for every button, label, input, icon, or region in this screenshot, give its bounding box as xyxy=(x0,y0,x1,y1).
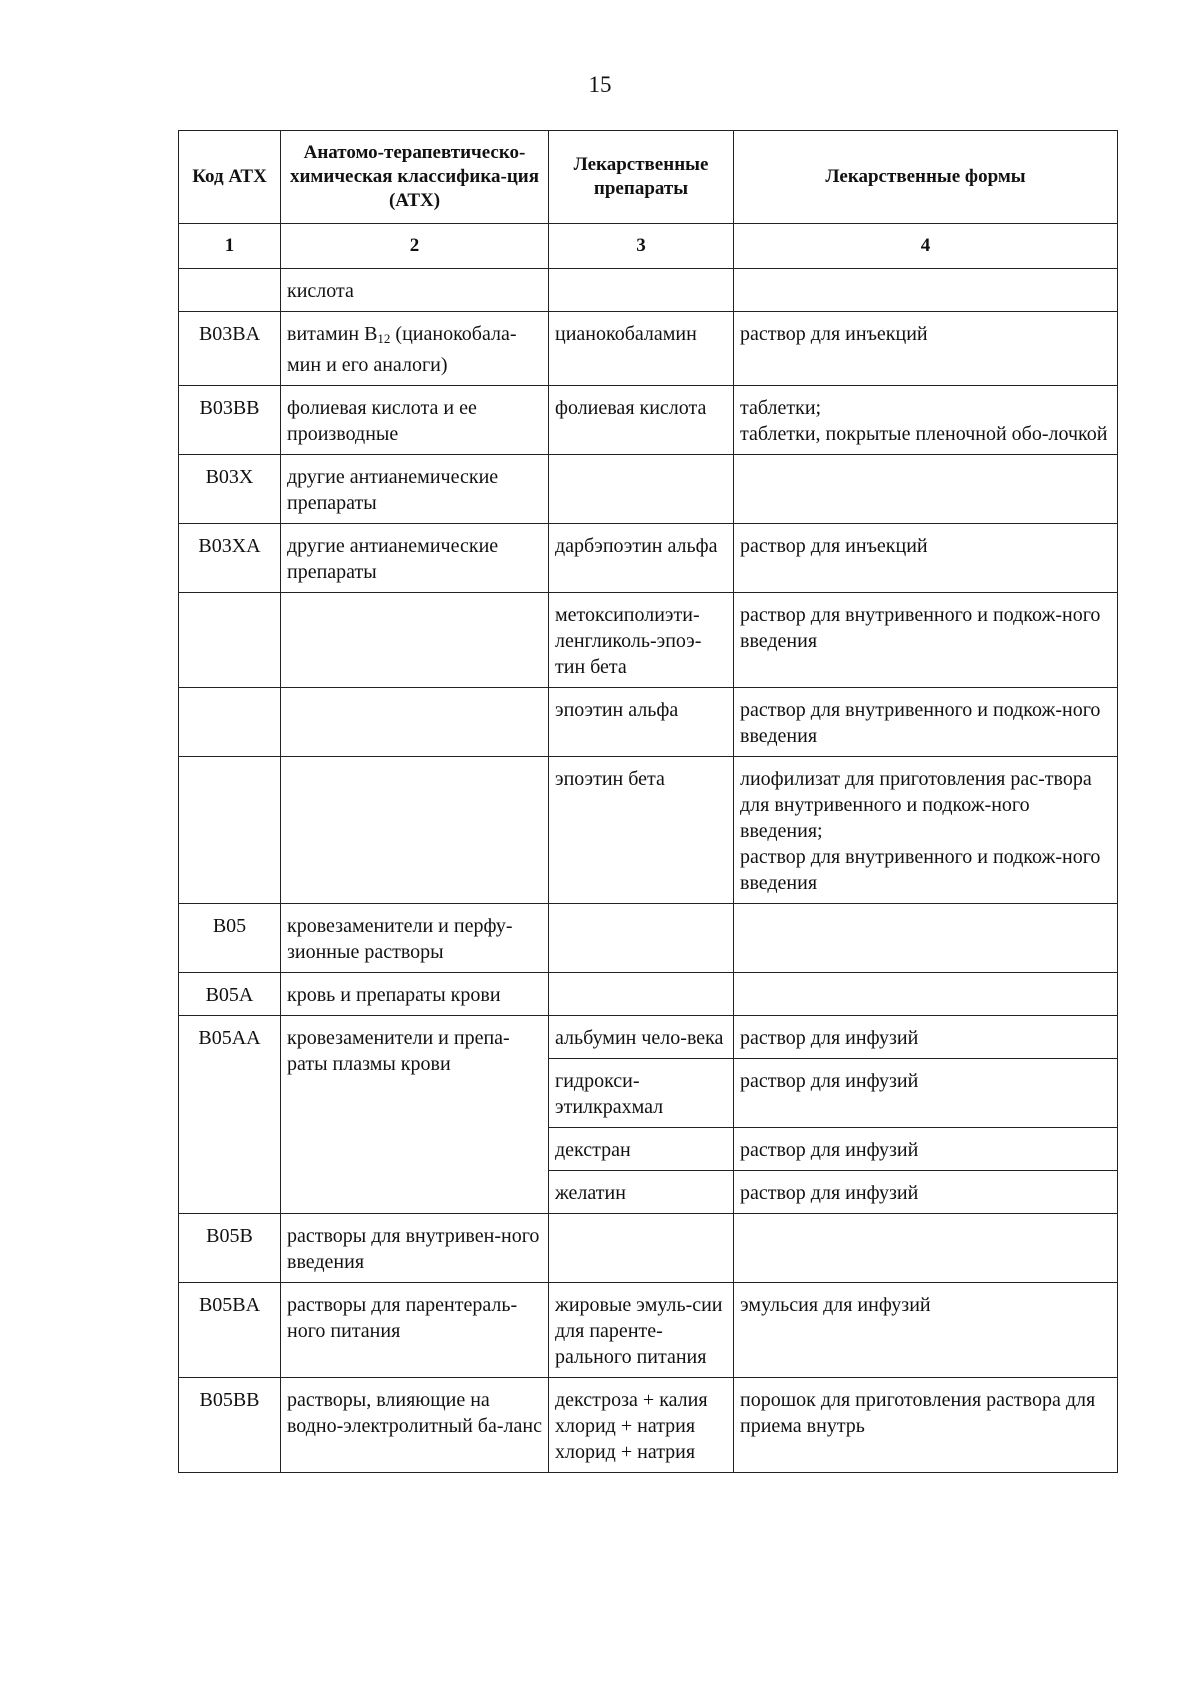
table-row xyxy=(179,386,1118,455)
atx-code-cell: B05A xyxy=(179,973,281,1016)
form-cell: раствор для инфузий xyxy=(734,1128,1118,1171)
drug-cell: цианокобаламин xyxy=(549,312,734,386)
form-cell: раствор для внутривенного и подкож-ного введения xyxy=(734,593,1118,688)
column-number: 3 xyxy=(549,224,734,269)
table-row xyxy=(179,524,1118,593)
form-cell: порошок для приготовления раствора для приема внутрь xyxy=(734,1378,1118,1473)
drug-cell: жировые эмуль-сии для паренте-рального питания xyxy=(549,1283,734,1378)
form-cell: эмульсия для инфузий xyxy=(734,1283,1118,1378)
table-row xyxy=(179,973,1118,1016)
atx-code-cell: B05B xyxy=(179,1214,281,1283)
form-cell xyxy=(734,904,1118,973)
form-cell: раствор для инъекций xyxy=(734,524,1118,593)
column-number: 4 xyxy=(734,224,1118,269)
table-row xyxy=(179,1016,1118,1059)
form-cell xyxy=(734,455,1118,524)
table-row xyxy=(179,757,1118,904)
classification-cell: растворы для парентераль-ного питания xyxy=(281,1283,549,1378)
classification-cell xyxy=(281,312,549,386)
table-row xyxy=(179,269,1118,312)
form-cell xyxy=(734,973,1118,1016)
drug-cell: альбумин чело-века xyxy=(549,1016,734,1059)
atx-code-cell: B03BA xyxy=(179,312,281,386)
drug-cell: желатин xyxy=(549,1171,734,1214)
column-number: 2 xyxy=(281,224,549,269)
page-number: 15 xyxy=(588,72,612,97)
form-cell xyxy=(734,269,1118,312)
header-classification: Анатомо-терапевтическо-химическая классифика-ция (АТХ) xyxy=(281,131,549,224)
classification-cell xyxy=(281,593,549,688)
table-row xyxy=(179,593,1118,688)
table-row xyxy=(179,688,1118,757)
atx-code-cell xyxy=(179,688,281,757)
drug-cell: гидрокси-этилкрахмал xyxy=(549,1059,734,1128)
drug-cell: декстроза + калия хлорид + натрия хлорид + натрия xyxy=(549,1378,734,1473)
classification-text: (цианокобала-мин и его аналоги) xyxy=(287,323,517,376)
drug-cell: метоксиполиэти-ленгликоль-эпоэ-тин бета xyxy=(549,593,734,688)
classification-cell: другие антианемические препараты xyxy=(281,455,549,524)
drug-cell: эпоэтин альфа xyxy=(549,688,734,757)
drug-cell xyxy=(549,1214,734,1283)
drug-cell xyxy=(549,973,734,1016)
classification-cell xyxy=(281,688,549,757)
classification-cell: кровезаменители и препа-раты плазмы крови xyxy=(281,1016,549,1214)
column-number: 1 xyxy=(179,224,281,269)
atx-code-cell: B03X xyxy=(179,455,281,524)
drug-cell: декстран xyxy=(549,1128,734,1171)
drug-cell: фолиевая кислота xyxy=(549,386,734,455)
subscript-text: 12 xyxy=(377,331,391,346)
form-cell: раствор для инфузий xyxy=(734,1016,1118,1059)
atx-code-cell xyxy=(179,269,281,312)
form-cell xyxy=(734,1214,1118,1283)
form-cell: раствор для инфузий xyxy=(734,1171,1118,1214)
form-cell: раствор для инфузий xyxy=(734,1059,1118,1128)
atx-code-cell: B05 xyxy=(179,904,281,973)
drug-cell xyxy=(549,455,734,524)
classification-cell xyxy=(281,757,549,904)
header-code: Код АТХ xyxy=(179,131,281,224)
form-cell: таблетки; таблетки, покрытые пленочной обо-лочкой xyxy=(734,386,1118,455)
table-header-row xyxy=(179,131,1118,224)
classification-cell: другие антианемические препараты xyxy=(281,524,549,593)
classification-cell: кровезаменители и перфу-зионные растворы xyxy=(281,904,549,973)
drug-cell xyxy=(549,904,734,973)
atx-code-cell: B05BB xyxy=(179,1378,281,1473)
form-cell: лиофилизат для приготовления рас-твора для внутривенного и подкож-ного введения; раствор для внутривенного и подкож-ного введения xyxy=(734,757,1118,904)
drug-cell: эпоэтин бета xyxy=(549,757,734,904)
form-cell: раствор для инъекций xyxy=(734,312,1118,386)
atx-code-cell xyxy=(179,757,281,904)
atx-code-cell: B05BA xyxy=(179,1283,281,1378)
atx-code-cell: B05AA xyxy=(179,1016,281,1214)
atx-code-cell: B03BB xyxy=(179,386,281,455)
form-cell: раствор для внутривенного и подкож-ного введения xyxy=(734,688,1118,757)
table-row xyxy=(179,1378,1118,1473)
classification-cell: растворы, влияющие на водно-электролитный ба-ланс xyxy=(281,1378,549,1473)
classification-text: витамин B xyxy=(287,323,378,345)
atx-code-cell xyxy=(179,593,281,688)
table-row xyxy=(179,1214,1118,1283)
table-row xyxy=(179,312,1118,386)
classification-cell: кровь и препараты крови xyxy=(281,973,549,1016)
table-row xyxy=(179,1283,1118,1378)
column-number-row xyxy=(179,224,1118,269)
header-forms: Лекарственные формы xyxy=(734,131,1118,224)
atx-code-cell: B03XA xyxy=(179,524,281,593)
atx-table xyxy=(178,130,1118,1473)
classification-cell: растворы для внутривен-ного введения xyxy=(281,1214,549,1283)
table-row xyxy=(179,904,1118,973)
drug-cell xyxy=(549,269,734,312)
classification-cell: кислота xyxy=(281,269,549,312)
classification-cell: фолиевая кислота и ее производные xyxy=(281,386,549,455)
table-row xyxy=(179,455,1118,524)
drug-cell: дарбэпоэтин альфа xyxy=(549,524,734,593)
header-drugs: Лекарственные препараты xyxy=(549,131,734,224)
